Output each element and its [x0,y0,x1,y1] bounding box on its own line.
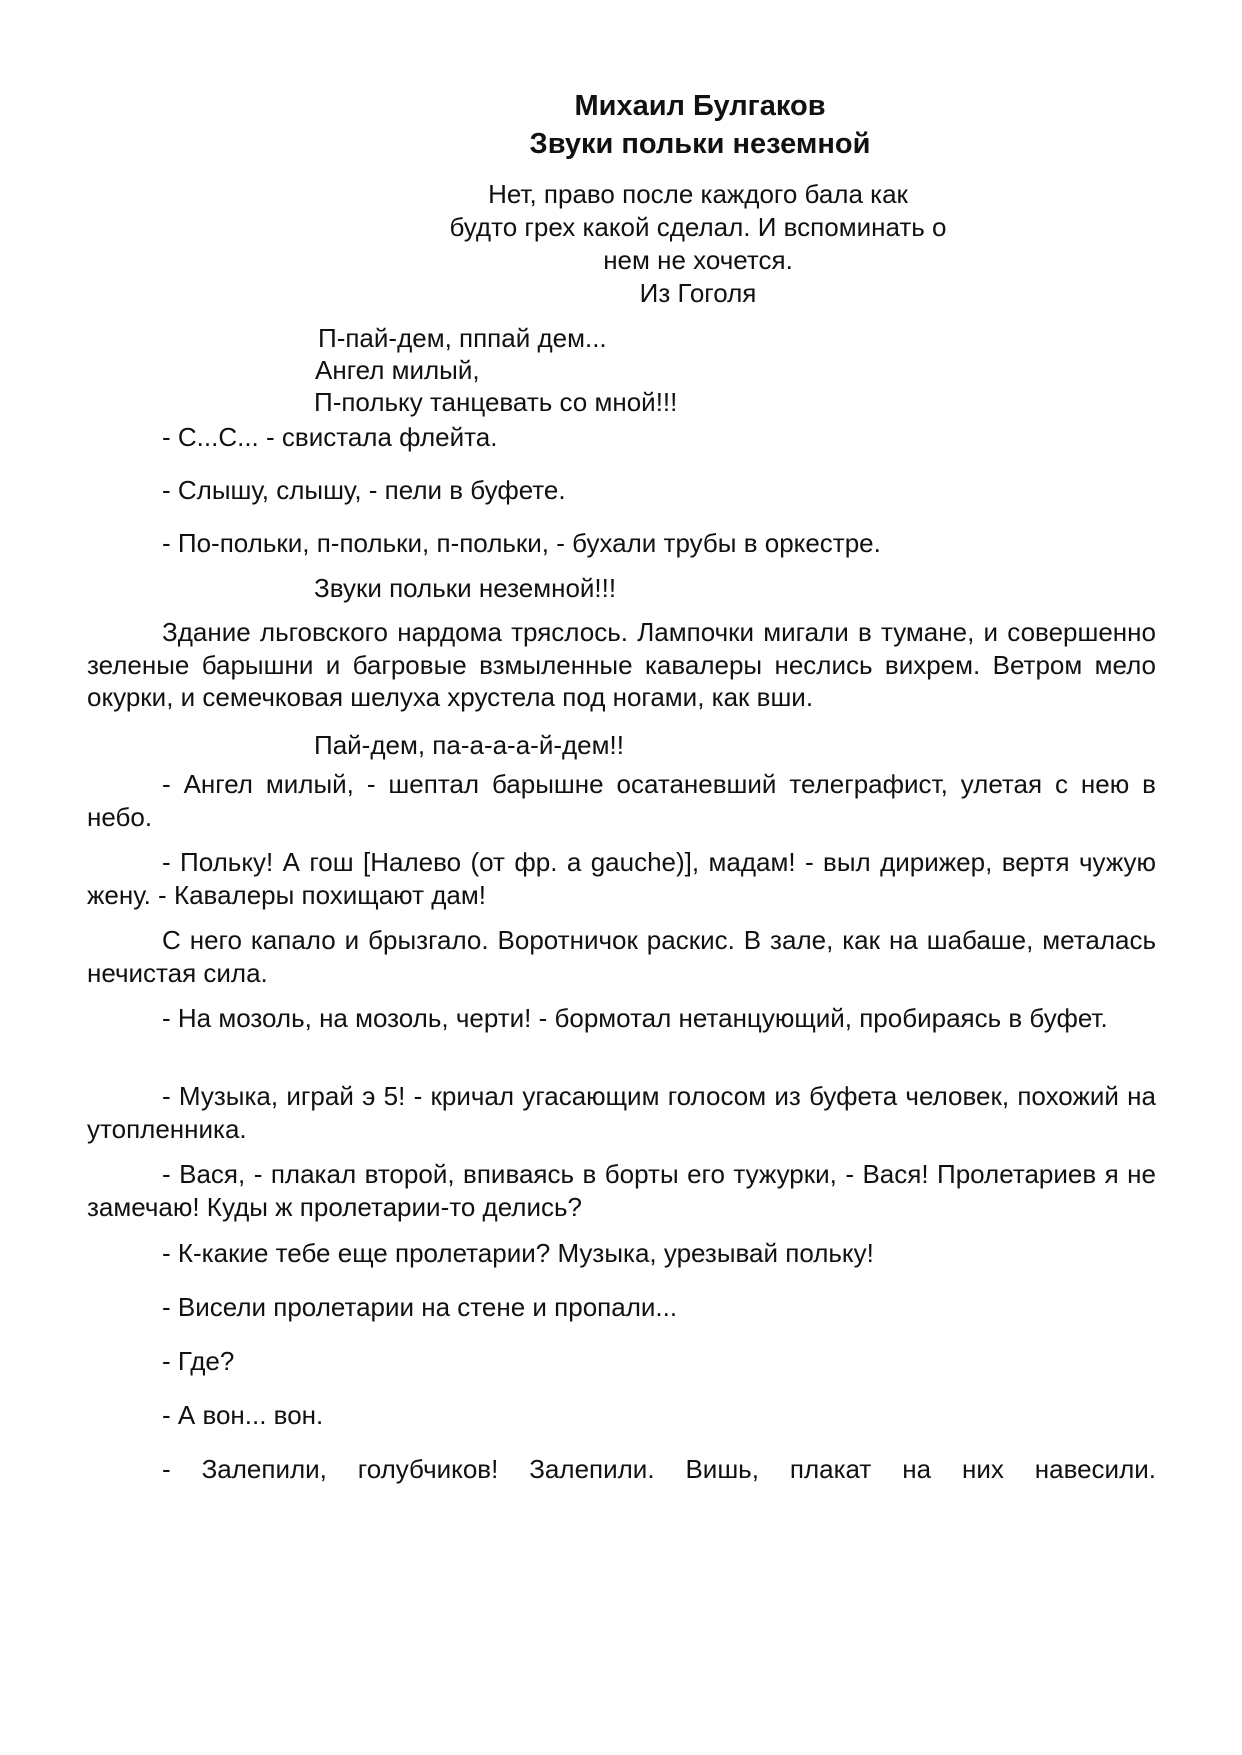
dialogue-line: - Где? [162,1346,235,1376]
dialogue-line: - По-польки, п-польки, п-польки, - бухали трубы в оркестре. [162,528,881,558]
epigraph-line: Нет, право после каждого бала как [488,179,908,209]
author-heading: Михаил Булгаков [574,90,826,122]
paragraph: - Польку! А гош [Налево (от фр. a gauche)], мадам! - выл дирижер, вертя чужую жену. - Кавалеры похищают дам! [87,847,1156,910]
paragraph: С него капало и брызгало. Воротничок раскис. В зале, как на шабаше, металась нечистая сила. [87,925,1156,988]
dialogue-line: - Висели пролетарии на стене и пропали... [162,1292,678,1322]
paragraph: - Залепили, голубчиков! Залепили. Вишь, плакат на них навесили. [162,1454,1156,1484]
epigraph-source: Из Гоголя [639,278,757,308]
dialogue-line: - С...С... - свистала флейта. [162,422,498,452]
refrain-line: Звуки польки неземной!!! [314,573,617,603]
paragraph: - Музыка, играй э 5! - кричал угасающим голосом из буфета человек, похожий на утопленника. [87,1081,1156,1144]
paragraph: Здание льговского нардома тряслось. Лампочки мигали в тумане, и совершенно зеленые барышни и багровые взмыленные кавалеры неслись вихрем. Ветром мело окурки, и семечковая шелуха хрустела под ногами, как вши. [87,617,1156,712]
dialogue-line: - К-какие тебе еще пролетарии? Музыка, урезывай польку! [162,1238,874,1268]
epigraph-line: будто грех какой сделал. И вспоминать о [449,212,947,242]
epigraph-line: нем не хочется. [603,245,793,275]
verse-line: П-пай-дем, пппай дем... [318,323,607,353]
refrain-line: Пай-дем, па-а-а-а-й-дем!! [314,730,624,760]
dialogue-line: - А вон... вон. [162,1400,324,1430]
dialogue-line: - Слышу, слышу, - пели в буфете. [162,475,566,505]
paragraph: - На мозоль, на мозоль, черти! - бормотал нетанцующий, пробираясь в буфет. [162,1003,1108,1033]
paragraph: - Ангел милый, - шептал барышне осатаневший телеграфист, улетая с нею в небо. [87,769,1156,832]
story-title: Звуки польки неземной [529,128,871,160]
paragraph: - Вася, - плакал второй, впиваясь в борты его тужурки, - Вася! Пролетариев я не замечаю! Куды ж пролетарии-то делись? [87,1159,1156,1222]
verse-line: Ангел милый, [315,355,480,385]
epigraph [398,178,998,310]
verse-line: П-польку танцевать со мной!!! [314,387,678,417]
